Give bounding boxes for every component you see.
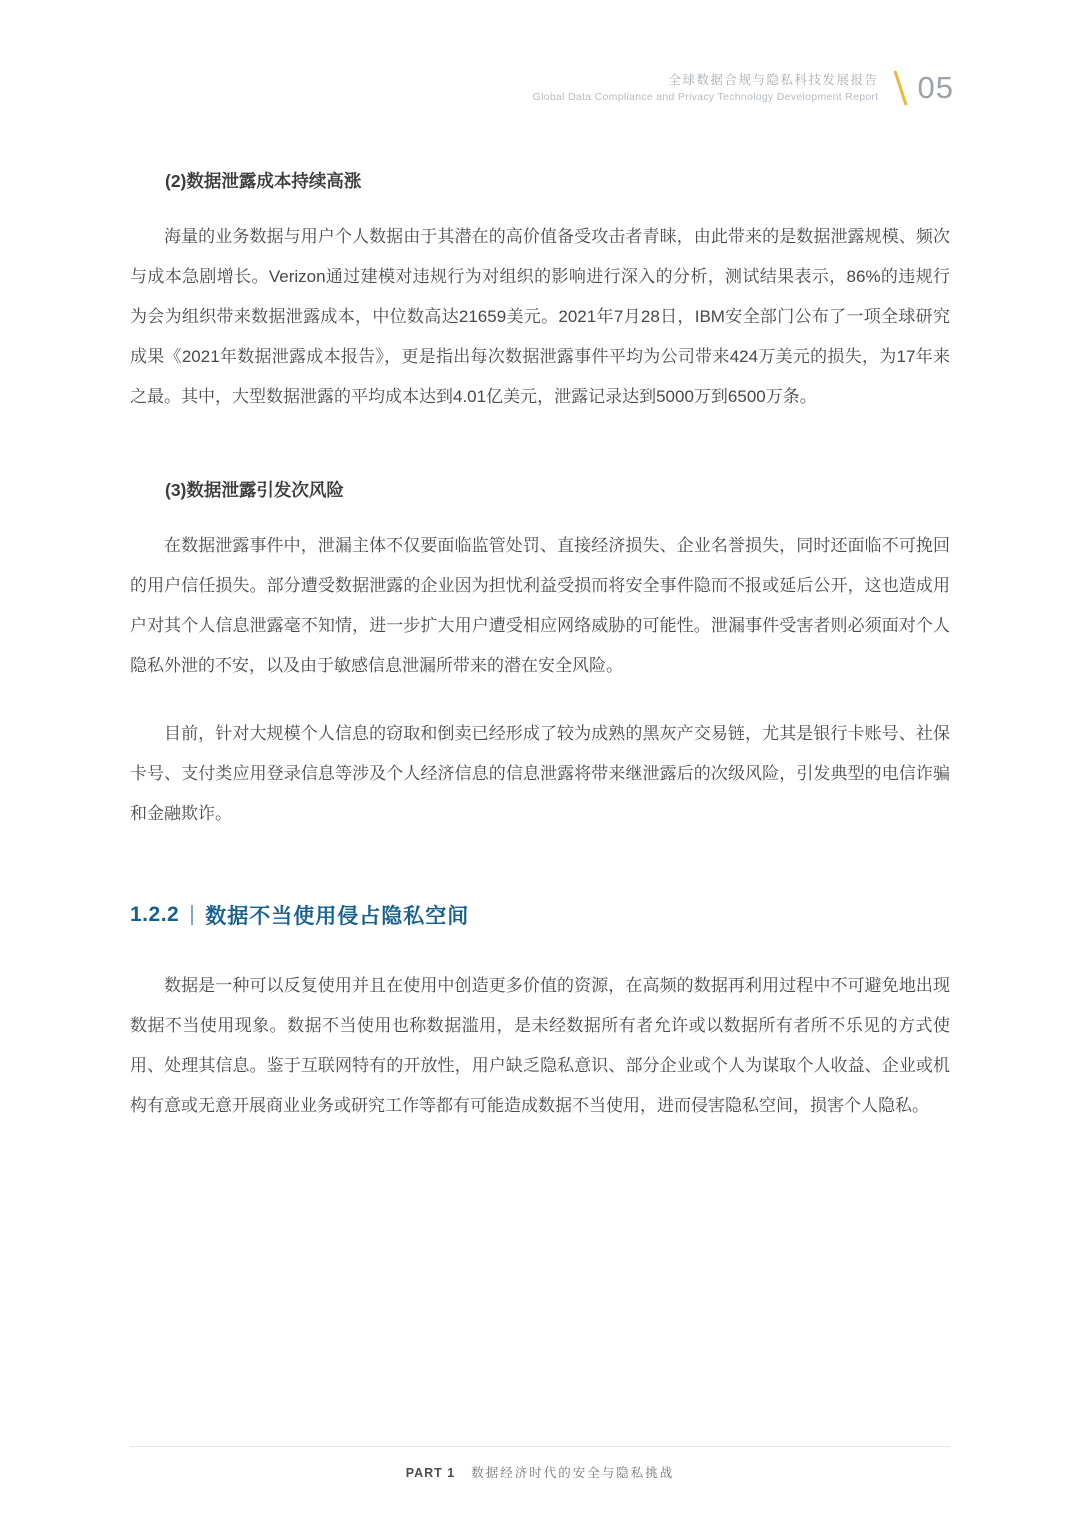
heading-secondary-risk: (3)数据泄露引发次风险 xyxy=(165,480,344,500)
header-titles xyxy=(533,71,879,106)
report-title-en: Global Data Compliance and Privacy Technology Development Report xyxy=(532,90,879,103)
section-divider-bar xyxy=(191,905,193,925)
footer-part-label: PART 1 xyxy=(405,1466,456,1480)
page-footer xyxy=(130,1446,950,1481)
paragraph-secondary-risk-2: 目前，针对大规模个人信息的窃取和倒卖已经形成了较为成熟的黑灰产交易链，尤其是银行卡账号、社保卡号、支付类应用登录信息等涉及个人经济信息的信息泄露将带来继泄露后的次级风险，引发典型的电信诈骗和金融欺诈。 xyxy=(130,724,950,823)
accent-slash-icon xyxy=(893,70,907,105)
paragraph-secondary-risk-1: 在数据泄露事件中，泄漏主体不仅要面临监管处罚、直接经济损失、企业名誉损失，同时还面临不可挽回的用户信任损失。部分遭受数据泄露的企业因为担忧利益受损而将安全事件隐而不报或延后公开，这也造成用户对其个人信息泄露毫不知情，进一步扩大用户遭受相应网络威胁的可能性。泄漏事件受害者则必须面对个人隐私外泄的不安，以及由于敏感信息泄漏所带来的潜在安全风险。 xyxy=(130,536,950,675)
heading-data-breach-cost: (2)数据泄露成本持续高涨 xyxy=(165,171,362,191)
paragraph-data-misuse: 数据是一种可以反复使用并且在使用中创造更多价值的资源，在高频的数据再利用过程中不可避免地出现数据不当使用现象。数据不当使用也称数据滥用，是未经数据所有者允许或以数据所有者所不乐见的方式使用、处理其信息。鉴于互联网特有的开放性，用户缺乏隐私意识、部分企业或个人为谋取个人收益、企业或机构有意或无意开展商业业务或研究工作等都有可能造成数据不当使用，进而侵害隐私空间，损害个人隐私。 xyxy=(130,976,950,1115)
page-content xyxy=(130,168,950,1126)
section-heading-1-2-2 xyxy=(130,900,950,930)
page-number: 05 xyxy=(917,70,954,105)
section-title: 数据不当使用侵占隐私空间 xyxy=(205,905,470,928)
page-header xyxy=(533,70,954,106)
section-number: 1.2.2 xyxy=(130,903,180,926)
paragraph-breach-cost: 海量的业务数据与用户个人数据由于其潜在的高价值备受攻击者青睐，由此带来的是数据泄露规模、频次与成本急剧增长。Verizon通过建模对违规行为对组织的影响进行深入的分析，测试结果表示，86%的违规行为会为组织带来数据泄露成本，中位数高达21659美元。2021年7月28日，IBM安全部门公布了一项全球研究成果《2021年数据泄露成本报告》，更是指出每次数据泄露事件平均为公司带来424万美元的损失，为17年来之最。其中，大型数据泄露的平均成本达到4.01亿美元，泄露记录达到5000万到6500万条。 xyxy=(130,227,950,406)
report-title-zh: 全球数据合规与隐私科技发展报告 xyxy=(668,72,879,87)
footer-part-title: 数据经济时代的安全与隐私挑战 xyxy=(471,1466,675,1480)
